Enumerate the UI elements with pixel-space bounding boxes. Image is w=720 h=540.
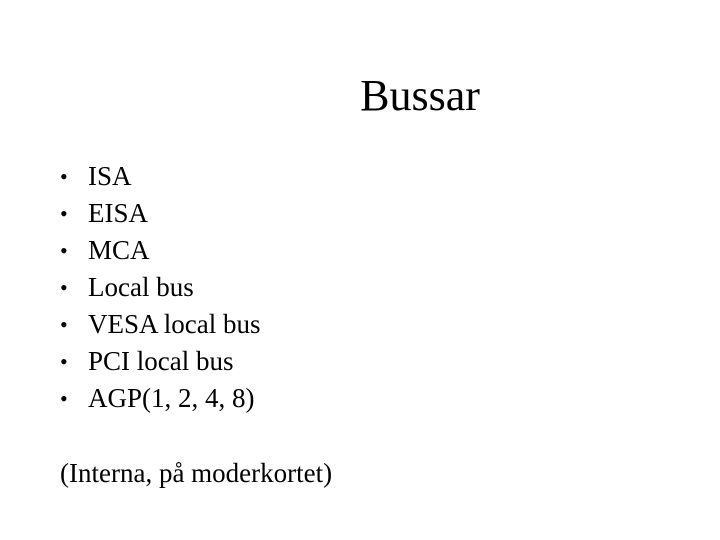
list-item [60,158,261,195]
bullet-text: EISA [88,198,148,228]
bullet-text: VESA local bus [88,309,261,339]
bullet-icon: • [60,275,68,300]
bullet-list [60,158,261,417]
list-item [60,380,261,417]
list-item [60,343,261,380]
bullet-text: PCI local bus [88,346,234,376]
bullet-icon: • [60,312,68,337]
list-item [60,195,261,232]
bullet-text: AGP(1, 2, 4, 8) [88,383,255,413]
list-item [60,232,261,269]
bullet-icon: • [60,164,68,189]
bullet-icon: • [60,349,68,374]
bullet-icon: • [60,238,68,263]
bullet-text: Local bus [88,272,194,302]
footnote-text: (Interna, på moderkortet) [60,458,333,488]
slide-title-text: Bussar [360,71,480,120]
slide-title [0,68,720,124]
bullet-icon: • [60,386,68,411]
list-item [60,306,261,343]
bullet-icon: • [60,201,68,226]
bullet-text: ISA [88,161,132,191]
list-item [60,269,261,306]
bullet-text: MCA [88,235,150,265]
